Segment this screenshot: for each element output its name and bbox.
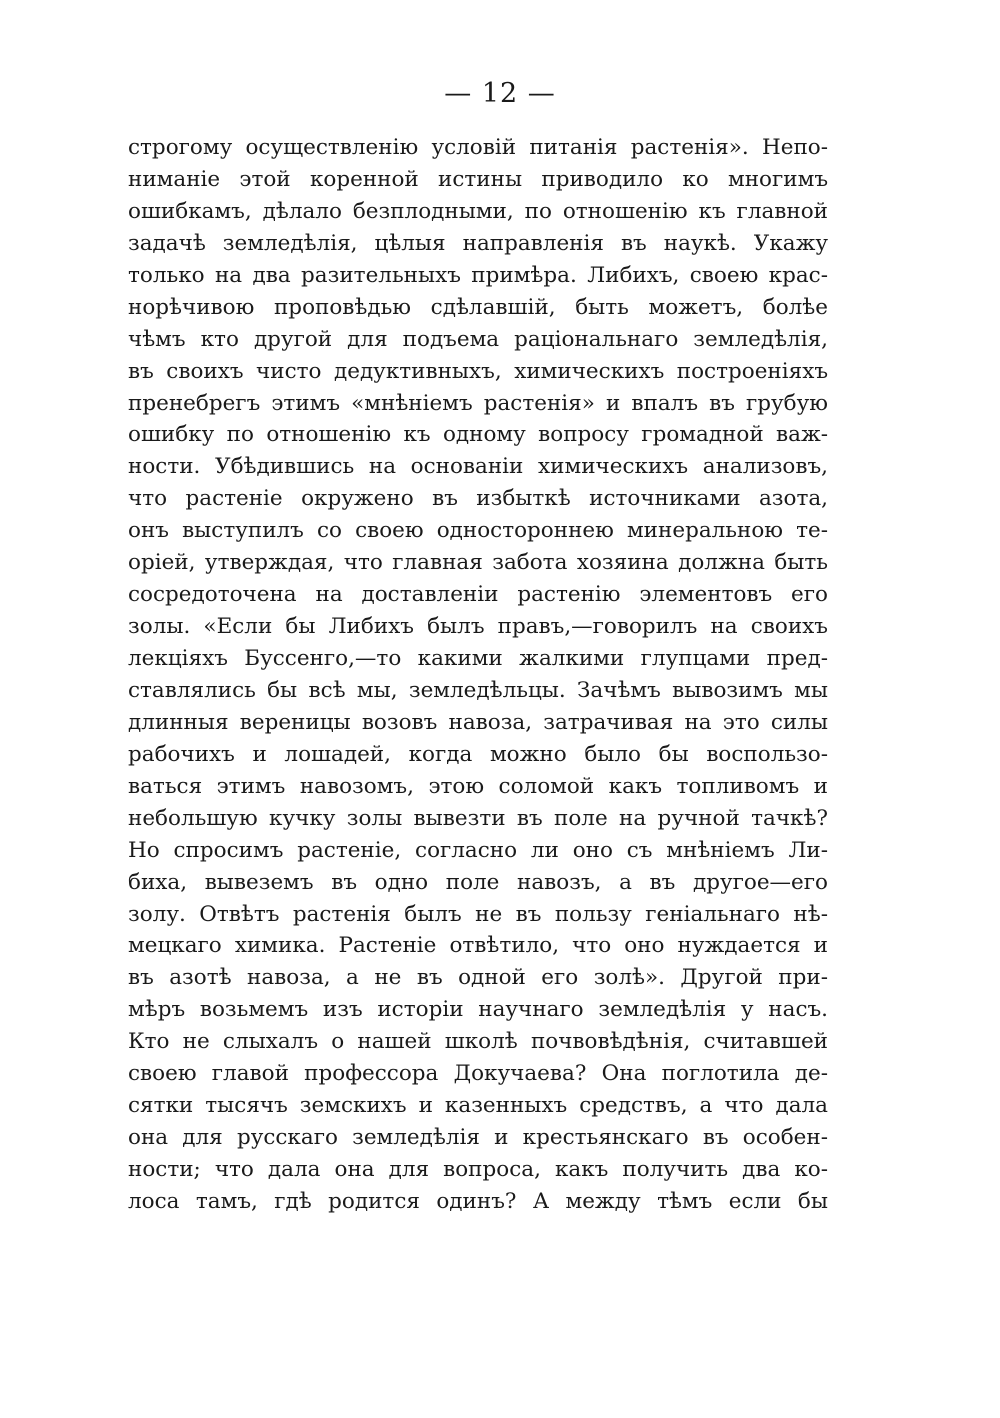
text-line: лоса тамъ, гдѣ родится одинъ? А между тѣмъ если бы [128, 1188, 828, 1214]
text-line: длинныя вереницы возовъ навоза, затрачивая на это силы [128, 709, 828, 735]
text-line: мецкаго химика. Растеніе отвѣтило, что оно нуждается и [128, 933, 828, 959]
text-line: сосредоточена на доставленіи растенію элементовъ его [128, 582, 828, 608]
text-line: онъ выступилъ со своею одностороннею минеральною те- [128, 518, 828, 544]
text-line: ошибкамъ, дѣлало безплодными, по отношенію къ главной [128, 198, 828, 224]
text-line: строгому осуществленію условій питанія растенія». Непо- [128, 135, 828, 160]
text-line: она для русскаго земледѣлія и крестьянскаго въ особен- [128, 1125, 828, 1151]
text-line: золу. Отвѣтъ растенія былъ не въ пользу геніальнаго нѣ- [128, 901, 828, 927]
text-line: въ азотѣ навоза, а не въ одной его золѣ». Другой при- [128, 965, 828, 991]
page-number: — 12 — [444, 78, 556, 109]
text-line: ваться этимъ навозомъ, этою соломой какъ топливомъ и [128, 773, 828, 799]
text-line: норѣчивою проповѣдью сдѣлавшій, быть можетъ, болѣе [128, 294, 828, 320]
text-line: ности; что дала она для вопроса, какъ получить два ко- [128, 1157, 828, 1182]
text-line: золы. «Если бы Либихъ былъ правъ,—говорилъ на своихъ [128, 614, 828, 640]
text-line: Но спросимъ растеніе, согласно ли оно съ мнѣніемъ Ли- [128, 837, 828, 863]
body-text [128, 132, 828, 1218]
text-line: пренебрегъ этимъ «мнѣніемъ растенія» и впалъ въ грубую [128, 390, 828, 416]
text-line: Кто не слыхалъ о нашей школѣ почвовѣдѣнія, считавшей [128, 1029, 828, 1055]
text-line: ставлялись бы всѣ мы, земледѣльцы. Зачѣмъ вывозимъ мы [128, 677, 828, 703]
text-line: что растеніе окружено въ избыткѣ источниками азота, [128, 486, 828, 512]
text-line: рабочихъ и лошадей, когда можно было бы воспользо- [128, 741, 828, 767]
text-line: лекціяхъ Буссенго,—то какими жалкими глупцами пред- [128, 646, 828, 671]
text-line: своею главой профессора Докучаева? Она поглотила де- [128, 1061, 828, 1087]
text-line: ниманіе этой коренной истины приводило ко многимъ [128, 166, 828, 192]
text-line: чѣмъ кто другой для подъема раціональнаго земледѣлія, [128, 326, 828, 352]
text-line: въ своихъ чисто дедуктивныхъ, химическихъ построеніяхъ [128, 358, 828, 384]
text-line: ности. Убѣдившись на основаніи химическихъ анализовъ, [128, 454, 828, 480]
text-line: небольшую кучку золы вывезти въ поле на ручной тачкѣ? [128, 805, 828, 831]
text-line: оріей, утверждая, что главная забота хозяина должна быть [128, 550, 828, 576]
text-line: только на два разительныхъ примѣра. Либихъ, своею крас- [128, 262, 828, 288]
text-line: биха, вывеземъ въ одно поле навозъ, а въ другое—его [128, 869, 828, 895]
text-line: задачѣ земледѣлія, цѣлыя направленія въ наукѣ. Укажу [128, 230, 828, 256]
text-line: ошибку по отношенію къ одному вопросу громадной важ- [128, 422, 828, 448]
text-line: мѣръ возьмемъ изъ исторіи научнаго земледѣлія у насъ. [128, 997, 828, 1023]
text-line: сятки тысячъ земскихъ и казенныхъ средствъ, а что дала [128, 1093, 828, 1119]
